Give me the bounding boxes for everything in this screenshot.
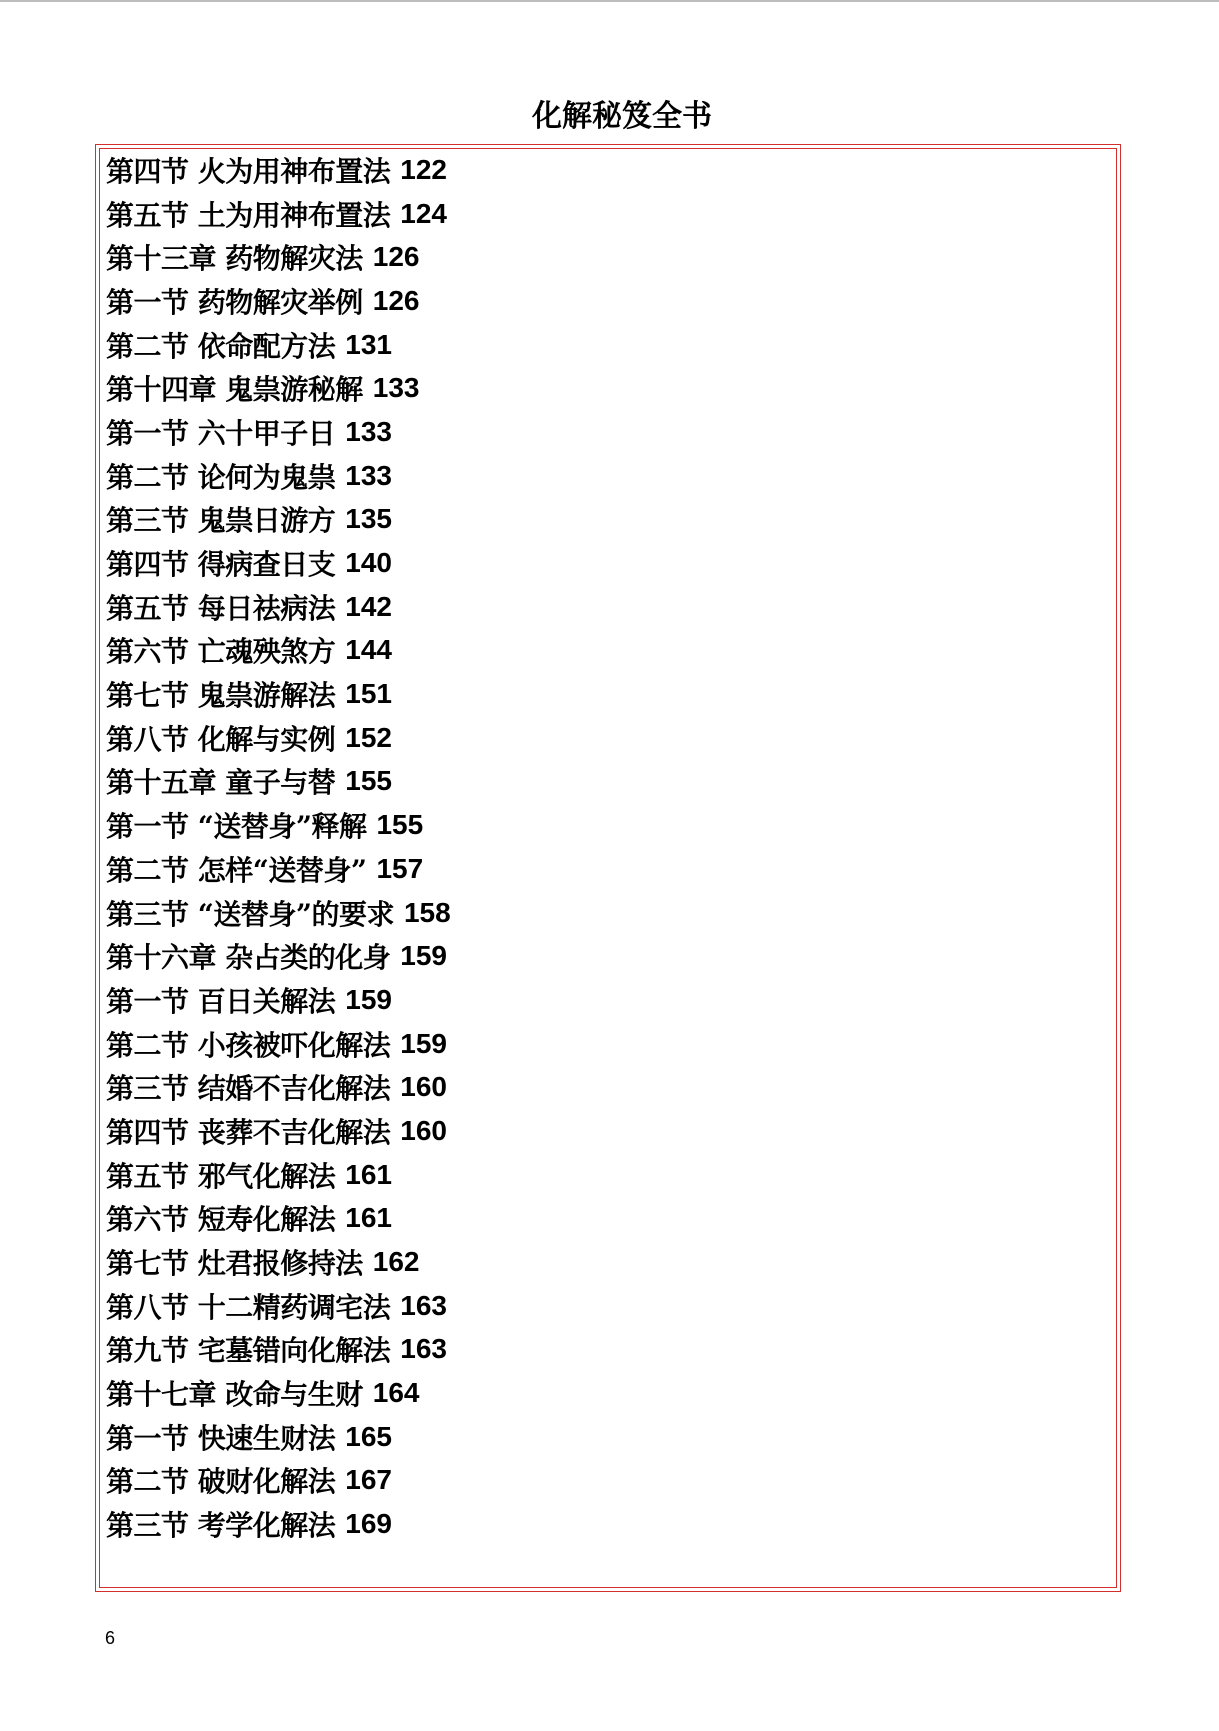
toc-entry-page: 133 — [345, 459, 392, 491]
toc-entry-title: 第十六章 杂占类的化身 — [106, 941, 391, 975]
toc-entry-page: 122 — [400, 153, 447, 185]
toc-entry-page: 161 — [345, 1202, 392, 1234]
toc-entry-title: 第一节 药物解灾举例 — [106, 285, 363, 319]
toc-entry — [106, 1197, 451, 1241]
toc-entry-title: 第五节 土为用神布置法 — [106, 198, 391, 232]
toc-entry — [106, 1240, 451, 1284]
toc-entry-title: 第六节 亡魂殃煞方 — [106, 635, 336, 669]
toc-entry-title: 第四节 火为用神布置法 — [106, 154, 391, 188]
toc-entry — [106, 279, 451, 323]
toc-entry-page: 159 — [400, 1027, 447, 1059]
toc-entry-page: 160 — [400, 1071, 447, 1103]
toc-entry — [106, 148, 451, 192]
toc-entry-page: 126 — [372, 284, 420, 316]
toc-entry-title: 第八节 化解与实例 — [106, 722, 336, 756]
toc-entry-title: 第五节 邪气化解法 — [106, 1159, 336, 1193]
toc-entry-title: 第二节 破财化解法 — [106, 1465, 336, 1499]
toc-entry — [106, 1284, 451, 1328]
toc-entry-title: 第十五章 童子与替 — [106, 766, 336, 800]
toc-entry-page: 126 — [372, 241, 420, 273]
toc-entry-title: 第十三章 药物解灾法 — [106, 242, 363, 276]
toc-entry — [106, 192, 451, 236]
toc-entry — [106, 716, 451, 760]
toc-entry-title: 第三节 “送替身”的要求 — [106, 897, 394, 931]
toc-entry-page: 161 — [345, 1158, 392, 1190]
toc-entry-title: 第一节 百日关解法 — [106, 984, 336, 1018]
toc-entry-title: 第一节 快速生财法 — [106, 1421, 336, 1455]
toc-entry-page: 163 — [400, 1289, 447, 1321]
toc-entry-title: 第二节 依命配方法 — [106, 329, 336, 363]
toc-entry — [106, 891, 451, 935]
toc-entry-page: 140 — [345, 547, 392, 579]
toc-entry-page: 133 — [345, 415, 392, 447]
toc-entry-page: 155 — [345, 765, 392, 797]
toc-entry — [106, 1153, 451, 1197]
page-title: 化解秘笈全书 — [532, 99, 712, 134]
toc-entry — [106, 541, 451, 585]
toc-entry-page: 133 — [372, 372, 420, 404]
toc-entry-title: 第三节 结婚不吉化解法 — [106, 1072, 391, 1106]
toc-entry — [106, 672, 451, 716]
toc-entry-page: 131 — [345, 328, 392, 360]
toc-entry-page: 160 — [400, 1114, 447, 1146]
toc-entry-title: 第五节 每日祛病法 — [106, 591, 336, 625]
toc-entry-title: 第二节 小孩被吓化解法 — [106, 1028, 391, 1062]
toc-entry-title: 第四节 得病查日支 — [106, 548, 336, 582]
toc-entry-page: 164 — [372, 1377, 420, 1409]
table-of-contents — [106, 148, 451, 1546]
toc-entry-page: 159 — [345, 983, 392, 1015]
toc-entry-title: 第十四章 鬼祟游秘解 — [106, 373, 363, 407]
toc-entry-title: 第三节 鬼祟日游方 — [106, 504, 336, 538]
toc-entry — [106, 629, 451, 673]
toc-entry-page: 135 — [345, 503, 392, 535]
toc-entry — [106, 1022, 451, 1066]
toc-entry — [106, 1459, 451, 1503]
toc-entry — [106, 934, 451, 978]
toc-entry — [106, 1109, 451, 1153]
toc-entry-title: 第三节 考学化解法 — [106, 1509, 336, 1543]
toc-entry — [106, 585, 451, 629]
toc-entry-title: 第二节 怎样“送替身” — [106, 853, 367, 887]
toc-entry-page: 165 — [345, 1420, 392, 1452]
toc-entry — [106, 323, 451, 367]
toc-entry-page: 151 — [345, 678, 392, 710]
toc-entry — [106, 366, 451, 410]
toc-entry-title: 第七节 鬼祟游解法 — [106, 679, 336, 713]
toc-entry — [106, 1065, 451, 1109]
toc-entry — [106, 1415, 451, 1459]
toc-entry-page: 163 — [400, 1333, 447, 1365]
toc-entry — [106, 1371, 451, 1415]
toc-entry-page: 162 — [372, 1246, 420, 1278]
toc-entry-title: 第十七章 改命与生财 — [106, 1378, 363, 1412]
toc-entry — [106, 1328, 451, 1372]
toc-entry-page: 157 — [376, 852, 424, 884]
toc-entry-title: 第七节 灶君报修持法 — [106, 1247, 363, 1281]
toc-entry-page: 142 — [345, 590, 392, 622]
toc-entry-page: 158 — [403, 896, 451, 928]
toc-entry-page: 155 — [376, 809, 424, 841]
toc-entry — [106, 410, 451, 454]
toc-entry-title: 第二节 论何为鬼祟 — [106, 460, 336, 494]
toc-entry — [106, 978, 451, 1022]
toc-entry-page: 144 — [345, 634, 392, 666]
toc-entry-page: 124 — [400, 197, 447, 229]
toc-entry — [106, 1502, 451, 1546]
toc-entry-title: 第一节 六十甲子日 — [106, 416, 336, 450]
toc-entry-page: 159 — [400, 940, 447, 972]
toc-entry — [106, 760, 451, 804]
toc-entry — [106, 454, 451, 498]
toc-entry-page: 169 — [345, 1508, 392, 1540]
toc-entry-page: 167 — [345, 1464, 392, 1496]
toc-entry-title: 第四节 丧葬不吉化解法 — [106, 1115, 391, 1149]
page-number: 6 — [105, 1628, 116, 1648]
toc-entry-title: 第六节 短寿化解法 — [106, 1203, 336, 1237]
toc-entry — [106, 803, 451, 847]
toc-entry-title: 第八节 十二精药调宅法 — [106, 1290, 391, 1324]
toc-entry — [106, 847, 451, 891]
toc-entry-title: 第九节 宅墓错向化解法 — [106, 1334, 391, 1368]
toc-entry — [106, 235, 451, 279]
toc-entry-title: 第一节 “送替身”释解 — [106, 810, 367, 844]
toc-entry — [106, 498, 451, 542]
toc-entry-page: 152 — [345, 721, 392, 753]
top-rule — [0, 0, 1219, 2]
